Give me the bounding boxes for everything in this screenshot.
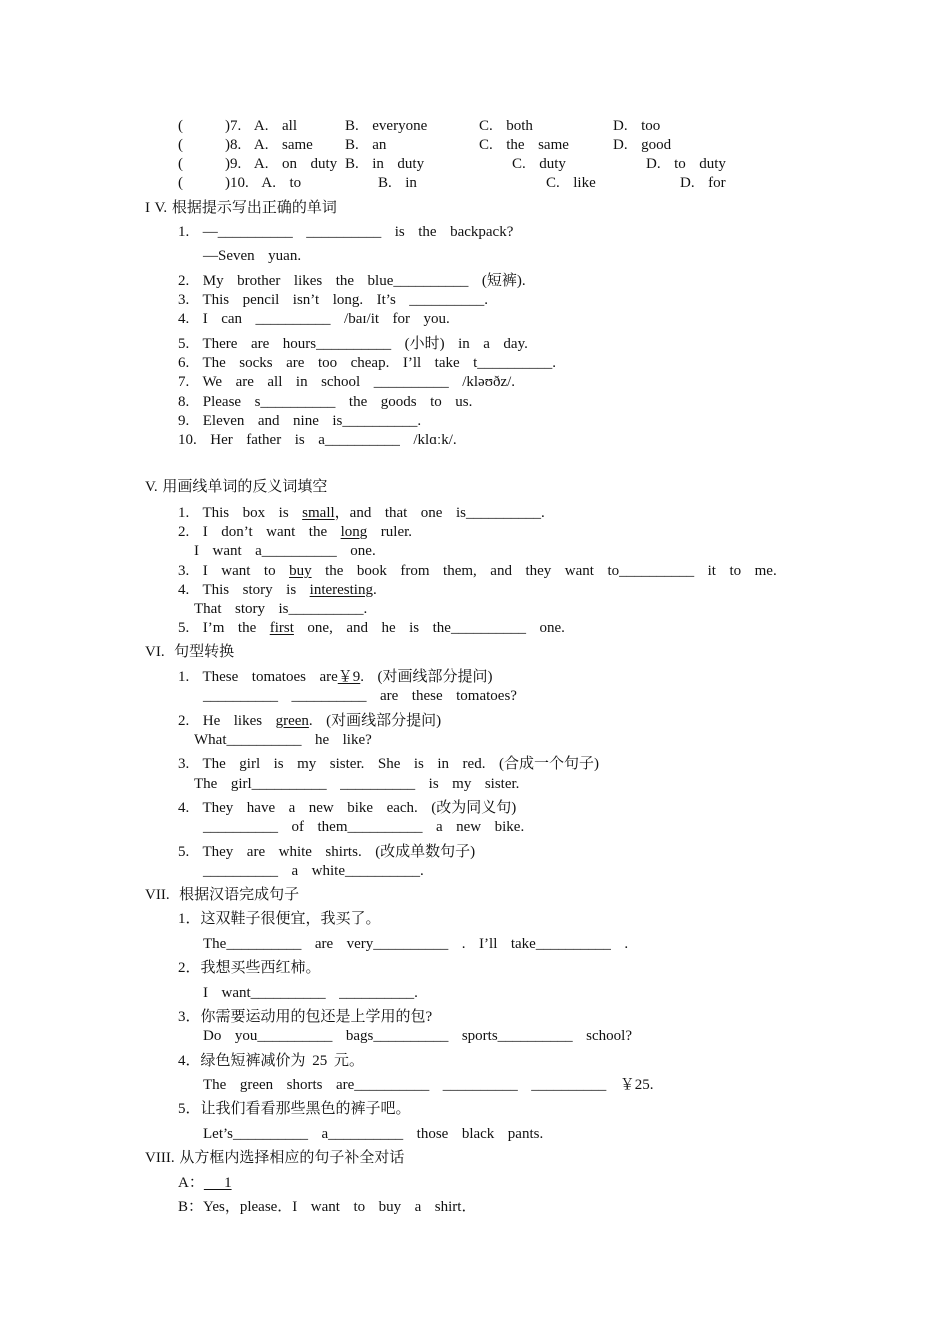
s6-question-4-answer: __________ of them__________ a new bike.	[203, 819, 525, 835]
s7-question-5-answer: Let’s__________ a__________ those black pants.	[203, 1126, 544, 1142]
section-vii-heading: VII. 根据汉语完成句子	[145, 887, 300, 903]
mc-10-option-c: C. like	[546, 175, 596, 191]
s4-question-4: 4. I can __________ /baɪ/it for you.	[178, 311, 450, 327]
s4-question-8: 8. Please s__________ the goods to us.	[178, 394, 473, 410]
mc-10-option-a: )10. A. to	[225, 175, 302, 191]
s7-question-4: 4．绿色短裤减价为 25 元。	[178, 1053, 365, 1069]
underlined-word: small	[302, 505, 335, 521]
mc-9-option-c: C. duty	[512, 156, 566, 172]
section-viii-heading: VIII. 从方框内选择相应的句子补全对话	[145, 1150, 405, 1166]
s4-question-5: 5. There are hours__________ (小时) in a day.	[178, 336, 528, 352]
mc-10-option-d: D. for	[680, 175, 726, 191]
s6-question-5: 5. They are white shirts. (改成单数句子)	[178, 844, 476, 860]
mc-9-option-d: D. to duty	[646, 156, 726, 172]
section-vi-heading: VI. 句型转换	[145, 644, 235, 660]
s7-question-2: 2．我想买些西红柿。	[178, 960, 321, 976]
s4-question-9: 9. Eleven and nine is__________.	[178, 413, 422, 429]
mc-8-option-a: )8. A. same	[225, 137, 313, 153]
mc-8-option-c: C. the same	[479, 137, 569, 153]
section-iv-heading: I V. 根据提示写出正确的单词	[145, 200, 337, 216]
s4-question-10: 10. Her father is a__________ /klɑːk/.	[178, 432, 457, 448]
s4-question-1-answer: —Seven yuan.	[203, 248, 302, 264]
mc-7-option-d: D. too	[613, 118, 661, 134]
s4-question-7: 7. We are all in school __________ /kləʊðz/.	[178, 374, 516, 390]
s4-question-6: 6. The socks are too cheap. I’ll take t__________.	[178, 355, 557, 371]
mc-7-paren: (	[178, 118, 183, 134]
s4-question-3: 3. This pencil isn’t long. It’s __________.	[178, 292, 489, 308]
dialogue-line-b: B：Yes，please．I want to buy a shirt．	[178, 1199, 477, 1215]
s7-question-1-answer: The__________ are very__________ . I’ll take__________ .	[203, 936, 629, 952]
mc-10-option-b: B. in	[378, 175, 417, 191]
s7-question-1: 1．这双鞋子很便宜，我买了。	[178, 911, 381, 927]
section-v-heading: V. 用画线单词的反义词填空	[145, 479, 328, 495]
mc-9-option-b: B. in duty	[345, 156, 425, 172]
underlined-word: interesting	[309, 582, 373, 598]
mc-7-option-b: B. everyone	[345, 118, 428, 134]
s7-question-4-answer: The green shorts are__________ __________ __________ ￥25.	[203, 1077, 654, 1093]
s7-question-3-answer: Do you__________ bags__________ sports__________ school?	[203, 1028, 632, 1044]
mc-10-paren: (	[178, 175, 183, 191]
underlined-word: ￥9	[337, 669, 361, 685]
underlined-word: long	[340, 524, 368, 540]
mc-8-paren: (	[178, 137, 183, 153]
s7-question-2-answer: I want__________ __________.	[203, 985, 418, 1001]
dialogue-blank-1: 1	[203, 1175, 232, 1191]
mc-9-option-a: )9. A. on duty	[225, 156, 338, 172]
mc-9-paren: (	[178, 156, 183, 172]
s5-question-2-continued: I want a__________ one.	[194, 543, 376, 559]
dialogue-line-a: A： 1	[178, 1175, 232, 1191]
s4-question-2: 2. My brother likes the blue__________ (短裤).	[178, 273, 526, 289]
mc-8-option-d: D. good	[613, 137, 672, 153]
underlined-word: first	[269, 620, 294, 636]
s5-question-1: 1. This box is small，and that one is__________.	[178, 505, 545, 521]
s5-question-5: 5. I’m the first one, and he is the__________ one.	[178, 620, 565, 636]
s7-question-3: 3．你需要运动用的包还是上学用的包?	[178, 1009, 433, 1025]
s6-question-2-answer: What__________ he like?	[194, 732, 372, 748]
s6-question-1-answer: __________ __________ are these tomatoes?	[203, 688, 517, 704]
mc-7-option-c: C. both	[479, 118, 533, 134]
mc-8-option-b: B. an	[345, 137, 387, 153]
underlined-word: green	[275, 713, 309, 729]
s6-question-3-answer: The girl__________ __________ is my sister.	[194, 776, 520, 792]
s6-question-3: 3. The girl is my sister. She is in red. (合成一个句子)	[178, 756, 599, 772]
s7-question-5: 5．让我们看看那些黑色的裤子吧。	[178, 1101, 411, 1117]
s5-question-4: 4. This story is interesting.	[178, 582, 377, 598]
s5-question-4-continued: That story is__________.	[194, 601, 368, 617]
mc-7-option-a: )7. A. all	[225, 118, 297, 134]
s5-question-3: 3. I want to buy the book from them, and they want to__________ it to me.	[178, 563, 777, 579]
s4-question-1: 1. —__________ __________ is the backpack?	[178, 224, 514, 240]
s6-question-5-answer: __________ a white__________.	[203, 863, 424, 879]
s5-question-2: 2. I don’t want the long ruler.	[178, 524, 413, 540]
underlined-word: buy	[289, 563, 312, 579]
s6-question-4: 4. They have a new bike each. (改为同义句)	[178, 800, 517, 816]
s6-question-2: 2. He likes green. (对画线部分提问)	[178, 713, 442, 729]
s6-question-1: 1. These tomatoes are￥9. (对画线部分提问)	[178, 669, 493, 685]
